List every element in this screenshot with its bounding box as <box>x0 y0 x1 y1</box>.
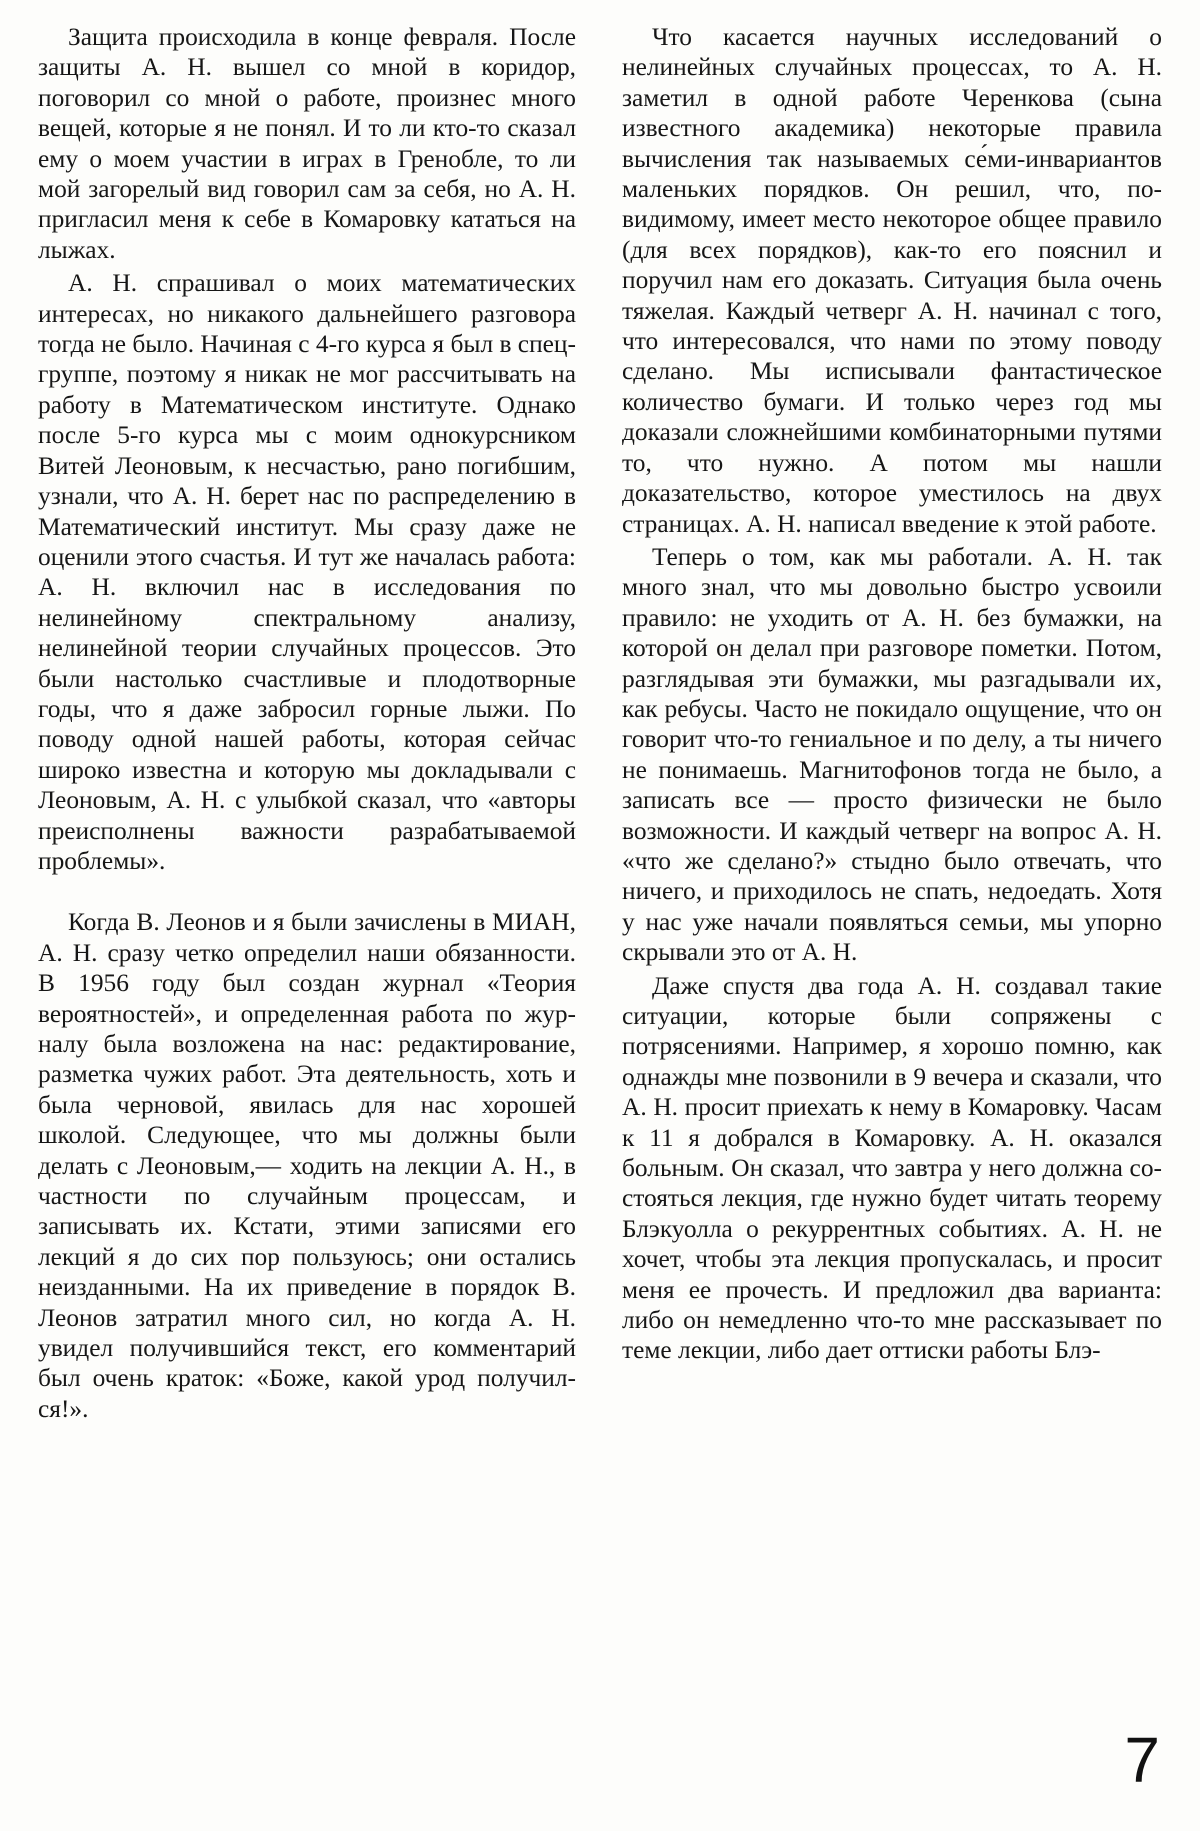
right-column <box>622 22 1162 1366</box>
paragraph: Теперь о том, как мы работали. А. Н. так много знал, что мы довольно быстро усвоили правило: не уходить от А. Н. без бумажки, на которой он делал при разговоре пометки. Потом, разглядывая эти бумажки, мы разгадывали их, как ребусы. Часто не покидало ощущение, что он говорит что-то гениальное и по делу, а ты ничего не понимаешь. Магнитофонов тогда не было, а записать все — просто физически не было возможности. И каждый четверг на вопрос А. Н. «что же сделано?» стыдно было отвечать, что ничего, и приходилось не спать, недоедать. Хотя у нас уже начали появляться семьи, мы упорно скрывали это от А. Н. <box>622 542 1162 967</box>
paragraph: А. Н. спрашивал о моих математических интересах, но никакого дальнейшего разговора тогда не было. Начиная с 4-го курса я был в спецгруппе, поэтому я никак не мог рассчитывать на работу в Математическом институте. Однако после 5-го курса мы с моим однокурсником Витей Леоновым, к несчастью, рано погибшим, узнали, что А. Н. берет нас по распределению в Математический институт. Мы сразу даже не оценили этого счастья. И тут же началась работа: А. Н. включил нас в исследования по нелинейному спектральному анализу, нелинейной теории случайных процессов. Это были настолько счастливые и плодотворные годы, что я даже забросил горные лыжи. По поводу одной нашей работы, которая сейчас широко известна и которую мы докладывали с Леоновым, А. Н. с улыбкой сказал, что «авторы преисполнены важности разрабатываемой проблемы». <box>38 269 576 875</box>
paragraph: Что касается научных исследований о нелинейных случайных процессах, то А. Н. заметил в одной работе Черенкова (сына известного академика) некоторые правила вычисления так называемых се́ми-инвариантов маленьких порядков. Он решил, что, по-видимому, имеет место некоторое общее правило (для всех порядков), как-то его пояснил и поручил нам его доказать. Ситуация была очень тяжелая. Каждый четверг А. Н. начинал с того, что интересовался, что нами по этому поводу сделано. Мы исписывали фантастическое количество бумаги. И только через год мы доказали сложнейшими комбинаторными путями то, что нужно. А потом мы нашли доказательство, которое уместилось на двух страницах. А. Н. написал введение к этой работе. <box>622 23 1162 538</box>
paragraph: Когда В. Леонов и я были зачислены в МИАН, А. Н. сразу четко определил наши обязанности. В 1956 году был создан журнал «Теория вероятностей», и определенная работа по журналу была возложена на нас: редактирование, разметка чужих работ. Эта деятельность, хоть и была черновой, явилась для нас хорошей школой. Следующее, что мы должны были делать с Леоновым,— ходить на лекции А. Н., в частности по случайным процессам, и записывать их. Кстати, этими записями его лекций я до сих пор пользуюсь; они остались неизданными. На их приведение в порядок В. Леонов затратил много сил, но когда А. Н. увидел получившийся текст, его комментарий был очень краток: «Боже, какой урод получился!». <box>38 908 576 1423</box>
paragraph: Даже спустя два года А. Н. создавал такие ситуации, которые были сопряжены с потрясениями. Например, я хорошо помню, как однажды мне позвонили в 9 вечера и сказали, что А. Н. просит приехать к нему в Комаровку. Часам к 11 я добрался в Комаровку. А. Н. оказался больным. Он сказал, что завтра у него должна состояться лекция, где нужно будет читать теорему Блэкуолла о рекуррентных событиях. А. Н. не хочет, чтобы эта лекция пропускалась, и просит меня ее прочесть. И предложил два варианта: либо он немедленно что-то мне рассказывает по теме лекции, либо дает оттиски работы Блэ- <box>622 971 1162 1365</box>
left-column <box>38 22 576 1424</box>
paragraph: Защита происходила в конце февраля. После защиты А. Н. вышел со мной в коридор, поговорил со мной о работе, произнес много вещей, которые я не понял. И то ли кто-то сказал ему о моем участии в играх в Гренобле, то ли мой загорелый вид говорил сам за себя, но А. Н. пригласил меня к себе в Комаровку кататься на лыжах. <box>38 23 576 264</box>
page-number: 7 <box>1124 1724 1160 1796</box>
